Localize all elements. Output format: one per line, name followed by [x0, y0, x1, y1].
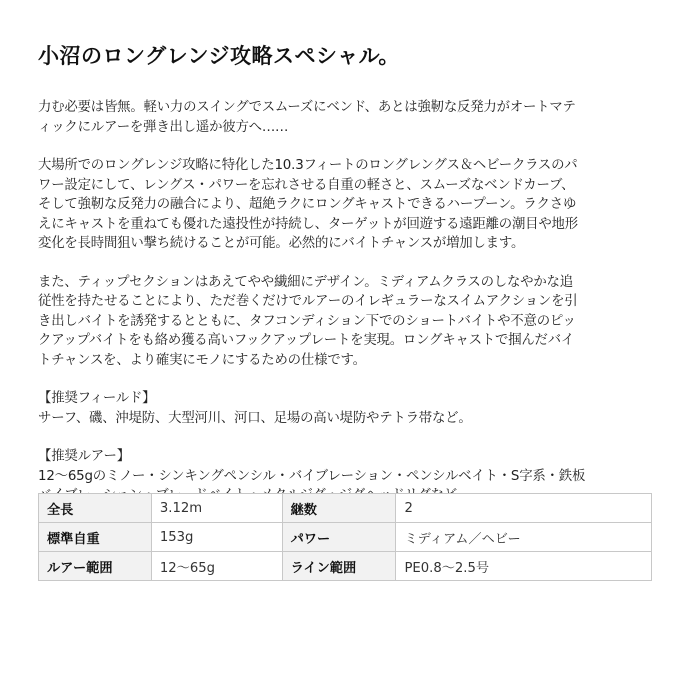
- spec-key: ライン範囲: [282, 552, 396, 581]
- table-row: [39, 523, 652, 552]
- spec-value: PE0.8〜2.5号: [396, 552, 652, 581]
- recommended-fields: [38, 389, 654, 428]
- text-line: クアップバイトをも絡め獲る高いフックアップレートを実現。ロングキャストで掴んだバイ: [38, 333, 575, 348]
- table-row: [39, 552, 652, 581]
- section-heading: 【推奨フィールド】: [38, 391, 156, 406]
- text-line: えにキャストを重ねても優れた遠投性が持続し、ターゲットが回遊する遠距離の潮目や地形: [38, 216, 578, 232]
- intro-paragraph: [38, 98, 654, 137]
- spec-key: 全長: [39, 494, 152, 523]
- text-line: トチャンスを、より確実にモノにするための仕様です。: [38, 352, 366, 368]
- spec-key: ルアー範囲: [39, 552, 152, 581]
- text-line: 力む必要は皆無。軽い力のスイングでスムーズにベンド、あとは強靭な反発力がオートマテ: [38, 100, 576, 115]
- page-title: 小沼のロングレンジ攻略スペシャル。: [38, 44, 400, 68]
- spec-value: 2: [396, 494, 652, 523]
- text-line: また、ティップセクションはあえてやや繊細にデザイン。ミディアムクラスのしなやかな追: [38, 274, 573, 290]
- spec-value: 3.12m: [151, 494, 282, 523]
- tip-paragraph: [38, 273, 654, 371]
- text-line: 12〜65gのミノー・シンキングペンシル・バイブレーション・ペンシルベイト・S字系・鉄板: [38, 468, 586, 484]
- text-line: ワー設定にして、レングス・パワーを忘れさせる自重の軽さと、スムーズなベンドカーブ、: [38, 177, 575, 193]
- feature-paragraph: [38, 156, 654, 254]
- text-line: サーフ、磯、沖堤防、大型河川、河口、足場の高い堤防やテトラ帯など。: [38, 410, 472, 426]
- spec-key: 継数: [282, 494, 396, 523]
- text-line: ィックにルアーを弾き出し遥か彼方へ……: [38, 119, 289, 135]
- section-heading: 【推奨ルアー】: [38, 449, 130, 464]
- text-line: き出しバイトを誘発するとともに、タフコンディション下でのショートバイトや不意のピッ: [38, 313, 576, 329]
- spec-value: 153g: [151, 523, 282, 552]
- text-line: そして強靭な反発力の融合により、超絶ラクにロングキャストできるハープーン。ラクさゆ: [38, 197, 577, 212]
- spec-value: ミディアム／ヘビー: [396, 523, 652, 552]
- product-description: [38, 40, 654, 525]
- table-row: [39, 494, 652, 523]
- text-line: 大場所でのロングレンジ攻略に特化した10.3フィートのロングレングス＆ヘビークラスのパ: [38, 158, 578, 173]
- text-line: 従性を持たせることにより、ただ巻くだけでルアーのイレギュラーなスイムアクションを引: [38, 294, 578, 309]
- spec-key: 標準自重: [39, 523, 152, 552]
- spec-value: 12〜65g: [151, 552, 282, 581]
- spec-key: パワー: [282, 523, 396, 552]
- text-line: 変化を長時間狙い撃ち続けることが可能。必然的にバイトチャンスが増加します。: [38, 236, 525, 251]
- spec-table: [38, 493, 652, 581]
